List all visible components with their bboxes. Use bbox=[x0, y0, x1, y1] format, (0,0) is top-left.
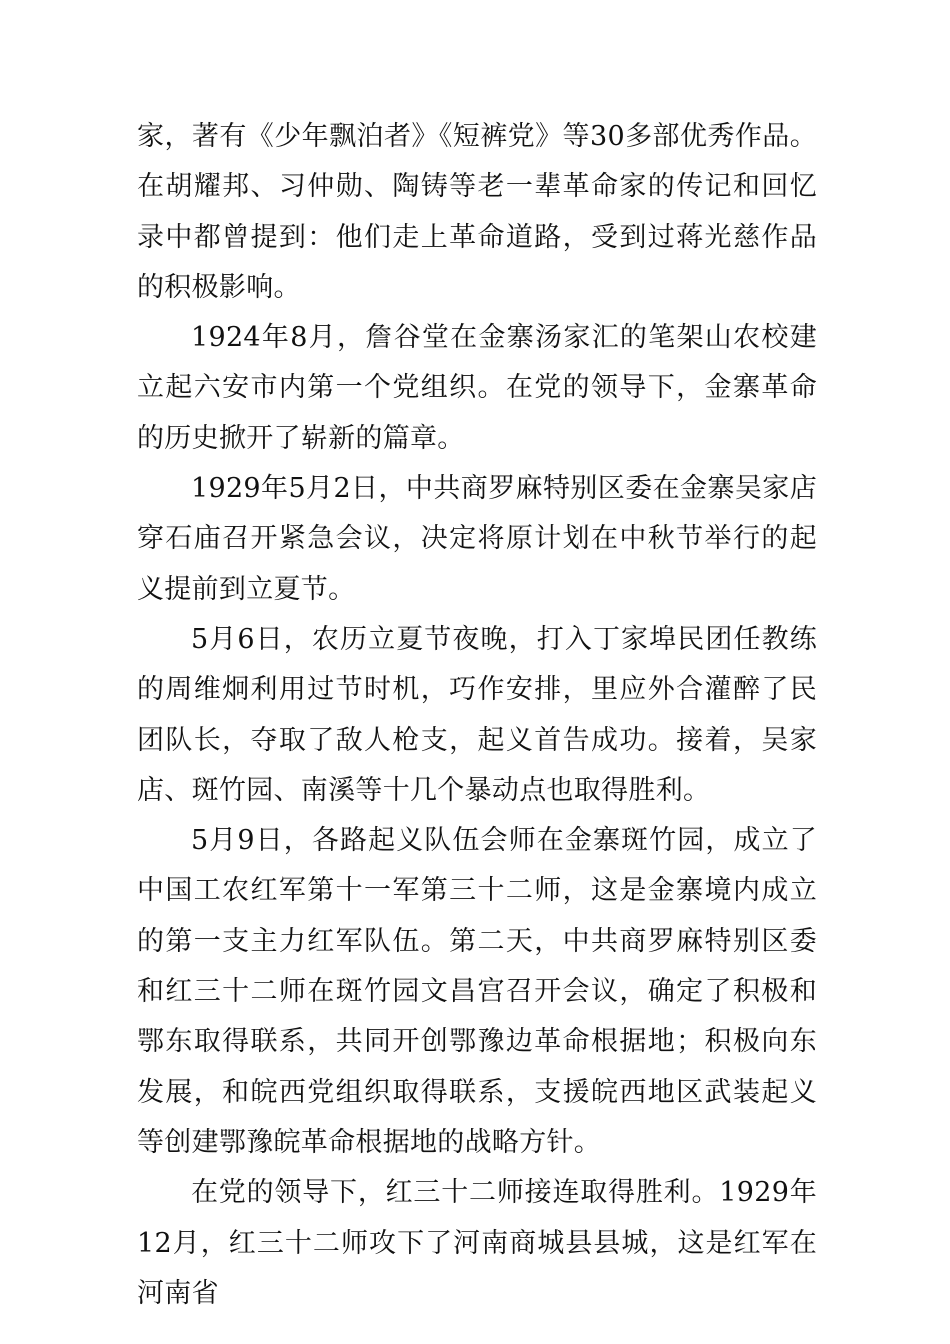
document-body bbox=[137, 112, 817, 1319]
paragraph-5: 5月9日，各路起义队伍会师在金寨斑竹园，成立了中国工农红军第十一军第三十二师，这是金寨境内成立的第一支主力红军队伍。第二天，中共商罗麻特别区委和红三十二师在斑竹园文昌宫召开会议，确定了积极和鄂东取得联系，共同开创鄂豫边革命根据地；积极向东发展，和皖西党组织取得联系，支援皖西地区武装起义等创建鄂豫皖革命根据地的战略方针。 bbox=[137, 825, 817, 1158]
paragraph-3: 1929年5月2日，中共商罗麻特别区委在金寨吴家店穿石庙召开紧急会议，决定将原计划在中秋节举行的起义提前到立夏节。 bbox=[137, 473, 817, 605]
paragraph-1: 家，著有《少年飘泊者》《短裤党》等30多部优秀作品。在胡耀邦、习仲勋、陶铸等老一辈革命家的传记和回忆录中都曾提到：他们走上革命道路，受到过蒋光慈作品的积极影响。 bbox=[137, 121, 817, 303]
paragraph-2: 1924年8月，詹谷堂在金寨汤家汇的笔架山农校建立起六安市内第一个党组织。在党的领导下，金寨革命的历史掀开了崭新的篇章。 bbox=[137, 322, 817, 454]
paragraph-6: 在党的领导下，红三十二师接连取得胜利。1929年12月，红三十二师攻下了河南商城县县城，这是红军在河南省 bbox=[137, 1177, 817, 1309]
paragraph-4: 5月6日，农历立夏节夜晚，打入丁家埠民团任教练的周维炯利用过节时机，巧作安排，里应外合灌醉了民团队长，夺取了敌人枪支，起义首告成功。接着，吴家店、斑竹园、南溪等十几个暴动点也取得胜利。 bbox=[137, 623, 817, 806]
